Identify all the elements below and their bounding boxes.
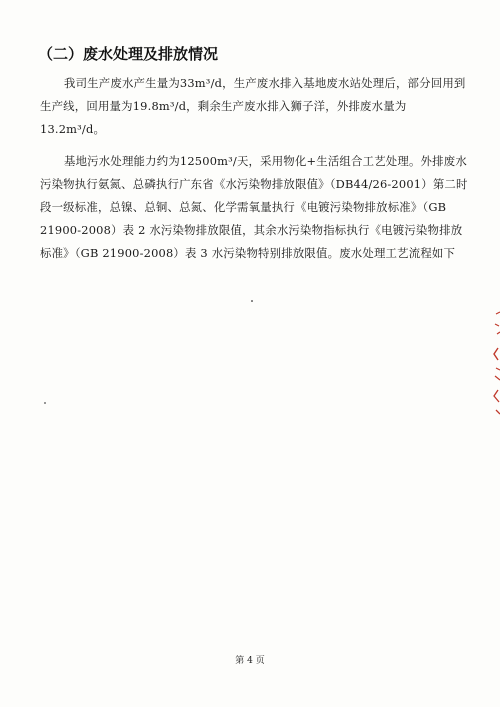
paper-speck bbox=[44, 402, 46, 404]
page-number: 第 4 页 bbox=[235, 656, 265, 666]
paragraph-treatment-capacity: 基地污水处理能力约为12500m³/天，采用物化+生活组合工艺处理。外排废水污染物执行氨氮、总磷执行广东省《水污染物排放限值》（DB44/26-2001）第二时段一级标准，总镍、总铜、总氮、化学需氧量执行《电镀污染物排放标准》（GB 21900-2008）表 2 水污染物排放限值，其余水污染物指标执行《电镀污染物排放标准》（GB 21900-2008）表 3 水污染物特别排放限值。废水处理工艺流程如下 bbox=[40, 154, 468, 260]
paragraph-production-wastewater: 我司生产废水产生量为33m³/d，生产废水排入基地废水站处理后，部分回用到生产线，回用量为19.8m³/d，剩余生产废水排入狮子洋，外排废水量为13.2m³/d。 bbox=[40, 76, 466, 136]
seal-stamp-edge-icon bbox=[486, 310, 500, 420]
section-heading: （二）废水处理及排放情况 bbox=[38, 45, 219, 63]
paper-speck bbox=[251, 300, 253, 302]
